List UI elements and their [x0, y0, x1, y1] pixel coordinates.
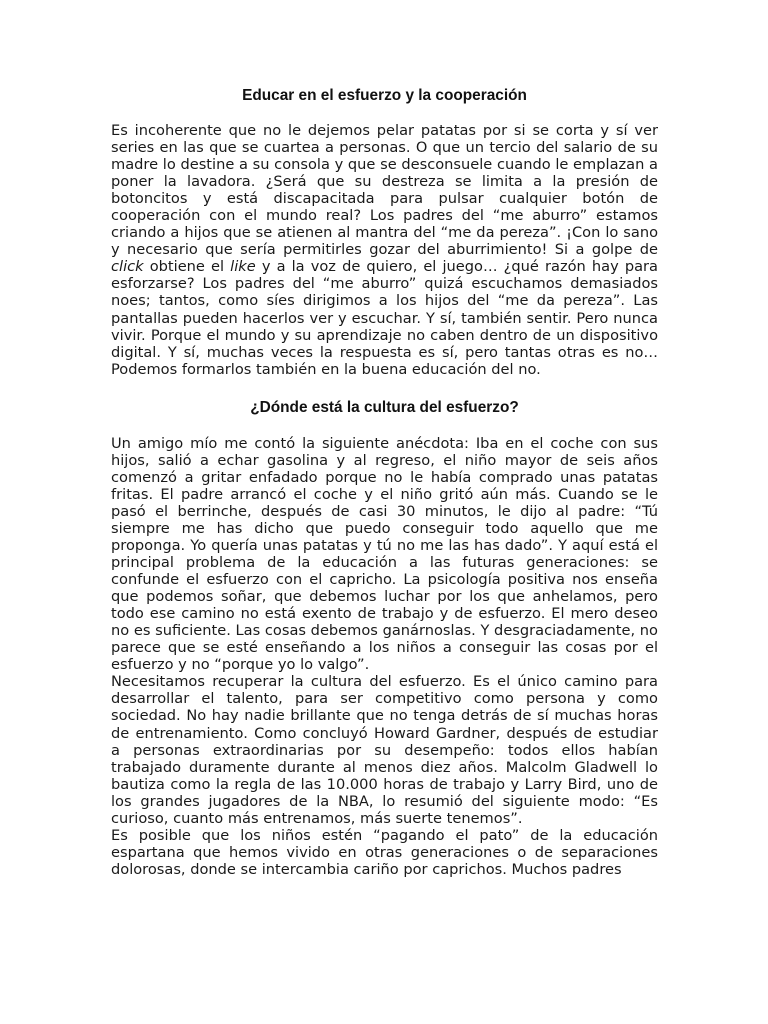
paragraph-1-text-b: obtiene el	[143, 258, 231, 276]
document-page	[111, 86, 658, 878]
paragraph-1-italic-click: click	[111, 258, 144, 276]
paragraph-4: Es posible que los niños estén “pagando el pato” de la educación espartana que hemos vivido en otras generaciones o de separaciones dolorosas, donde se intercambia cariño por caprichos. Muchos padres	[111, 826, 658, 878]
article-title: Educar en el esfuerzo y la cooperación	[242, 87, 527, 104]
paragraph-3: Necesitamos recuperar la cultura del esfuerzo. Es el único camino para desarrollar el talento, para ser competitivo como persona y como sociedad. No hay nadie brillante que no tenga detrás de sí muchas horas de entrenamiento. Como concluyó Howard Gardner, después de estudiar a personas extraordinarias por su desempeño: todos ellos habían trabajado duramente durante al menos diez años. Malcolm Gladwell lo bautiza como la regla de las 10.000 horas de trabajo y Larry Bird, uno de los grandes jugadores de la NBA, lo resumió del siguiente modo: “Es curioso, cuanto más entrenamos, más suerte tenemos”.	[111, 673, 658, 827]
paragraph-1-italic-like: like	[230, 258, 256, 276]
section-heading: ¿Dónde está la cultura del esfuerzo?	[250, 398, 519, 416]
paragraph-1-text-c: y a la voz de quiero, el juego… ¿qué razón hay para esforzarse? Los padres del “me aburro” quizá escuchamos demasiados noes; tantos, como síes dirigimos a los hijos del “me da pereza”. Las pantallas pueden hacerlos ver y escuchar. Y sí, también sentir. Pero nunca vivir. Porque el mundo y su aprendizaje no caben dentro de un dispositivo digital. Y sí, muchas veces la respuesta es sí, pero tantas otras es no… Podemos formarlos también en la buena educación del no.	[111, 258, 658, 378]
paragraph-1	[111, 122, 658, 378]
paragraph-2: Un amigo mío me contó la siguiente anécdota: Iba en el coche con sus hijos, salió a echar gasolina y al regreso, el niño mayor de seis años comenzó a gritar enfadado porque no le había comprado unas patatas fritas. El padre arrancó el coche y el niño gritó aún más. Cuando se le pasó el berrinche, después de casi 30 minutos, le dijo al padre: “Tú siempre me has dicho que puedo conseguir todo aquello que me proponga. Yo quería unas patatas y tú no me las has dado”. Y aquí está el principal problema de la educación a las futuras generaciones: se confunde el esfuerzo con el capricho. La psicología positiva nos enseña que podemos soñar, que debemos luchar por los que anhelamos, pero todo ese camino no está exento de trabajo y de esfuerzo. El mero deseo no es suficiente. Las cosas debemos ganárnoslas. Y desgraciadamente, no parece que se esté enseñando a los niños a conseguir las cosas por el esfuerzo y no “porque yo lo valgo”.	[111, 434, 658, 674]
paragraph-1-text-a: Es incoherente que no le dejemos pelar patatas por si se corta y sí ver series en las que se cuartea a personas. O que un tercio del salario de su madre lo destine a su consola y que se desconsuele cuando le emplazan a poner la lavadora. ¿Será que su destreza se limita a la presión de botoncitos y está discapacitada para pulsar cualquier botón de cooperación con el mundo real? Los padres del “me aburro” estamos criando a hijos que se atienen al mantra del “me da pereza”. ¡Con lo sano y necesario que sería permitirles gozar del aburrimiento! Si a golpe de	[111, 122, 658, 259]
